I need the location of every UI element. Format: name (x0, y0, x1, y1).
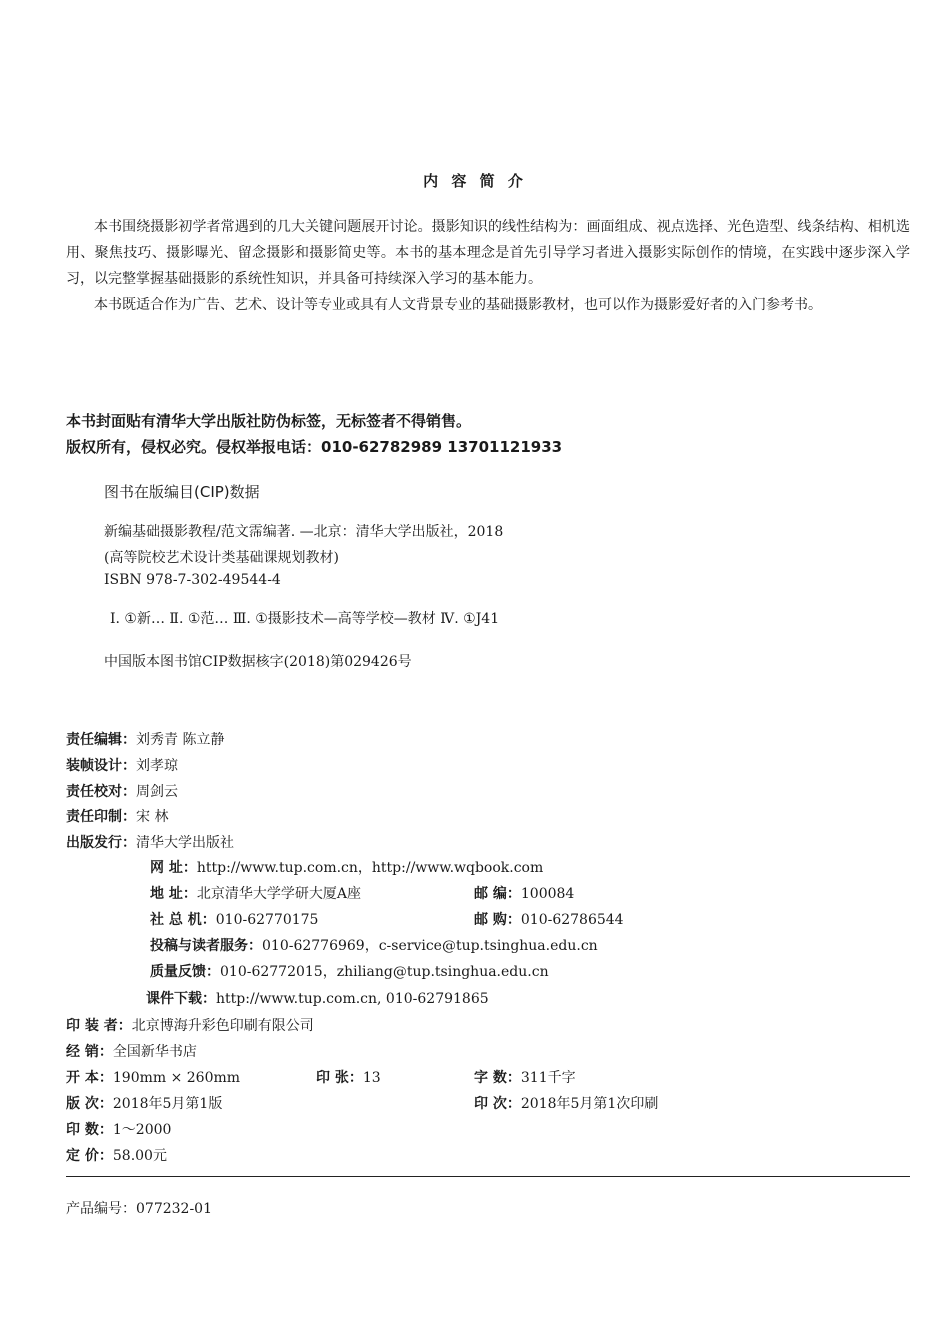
credit-print-label: 责任印制： (66, 809, 136, 825)
cip-classification: Ⅰ. ①新… Ⅱ. ①范… Ⅲ. ①摄影技术—高等学校—教材 Ⅳ. ①J41 (110, 611, 500, 627)
credit-quality (150, 961, 549, 981)
credit-quality-value: 010-62772015，zhiliang@tup.tsinghua.edu.cn (220, 964, 549, 980)
credit-download-label: 课件下载： (146, 991, 216, 1007)
credit-mail-order (474, 909, 624, 929)
summary-paragraph-1: 本书围绕摄影初学者常遇到的几大关键问题展开讨论。摄影知识的线性结构为：画面组成、视点选择、光色造型、线条结构、相机选用、聚焦技巧、摄影曝光、留念摄影和摄影简史等。本书的基本理念是首先引导学习者进入摄影实际创作的情境，在实践中逐步深入学习，以完整掌握基础摄影的系统性知识，并具备可持续深入学习的基本能力。 (66, 219, 910, 287)
credit-zip (474, 883, 574, 903)
copyright-notice: 版权所有，侵权必究。侵权举报电话：010-62782989 13701121933 (66, 438, 563, 456)
credit-editor-label: 责任编辑： (66, 732, 136, 748)
credit-impression-value: 2018年5月第1次印刷 (520, 1096, 659, 1112)
summary-title: 内 容 简 介 (423, 172, 527, 190)
credit-price-label: 定 价： (66, 1148, 113, 1164)
credit-printer (66, 1015, 314, 1035)
credit-switchboard (150, 909, 318, 929)
credit-sheets-value: 13 (362, 1070, 381, 1086)
credit-words-value: 311千字 (520, 1070, 576, 1086)
cip-record-number: 中国版本图书馆CIP数据核字(2018)第029426号 (104, 654, 412, 670)
credit-proof-label: 责任校对： (66, 784, 136, 800)
credit-distributor (66, 1041, 197, 1061)
credit-download (146, 988, 489, 1008)
credit-proof-value: 周剑云 (136, 784, 178, 800)
credit-print (66, 806, 168, 826)
credit-edition-value: 2018年5月第1版 (112, 1096, 223, 1112)
credit-impression-label: 印 次： (474, 1096, 521, 1112)
credit-copies-value: 1～2000 (112, 1122, 172, 1138)
credit-submission-label: 投稿与读者服务： (150, 938, 262, 954)
credit-web (150, 857, 543, 877)
cip-series-line: (高等院校艺术设计类基础课规划教材) (104, 550, 339, 566)
credit-zip-value: 100084 (520, 886, 575, 902)
credit-sheets (316, 1067, 381, 1087)
credit-design-label: 装帧设计： (66, 758, 136, 774)
credit-zip-label: 邮 编： (474, 886, 521, 902)
credit-address-label: 地 址： (150, 886, 197, 902)
credit-copies-label: 印 数： (66, 1122, 113, 1138)
credit-submission (150, 935, 598, 955)
credit-words-label: 字 数： (474, 1070, 521, 1086)
credit-price (66, 1145, 167, 1165)
credit-printer-value: 北京博海升彩色印刷有限公司 (131, 1018, 314, 1034)
credit-copies (66, 1119, 171, 1139)
credit-mail-order-label: 邮 购： (474, 912, 521, 928)
credit-quality-label: 质量反馈： (150, 964, 220, 980)
credit-proof (66, 781, 178, 801)
cip-title-line: 新编基础摄影教程/范文霈编著. —北京：清华大学出版社，2018 (104, 524, 504, 540)
credit-price-value: 58.00元 (112, 1148, 167, 1164)
credit-format-value: 190mm × 260mm (112, 1070, 241, 1086)
credit-mail-order-value: 010-62786544 (520, 912, 624, 928)
credit-edition-label: 版 次： (66, 1096, 113, 1112)
credit-format-label: 开 本： (66, 1070, 113, 1086)
divider-rule (66, 1176, 910, 1177)
credit-switchboard-value: 010-62770175 (215, 912, 319, 928)
credit-edition (66, 1093, 222, 1113)
credit-print-value: 宋 林 (136, 809, 169, 825)
credit-web-label: 网 址： (150, 860, 197, 876)
credit-impression (474, 1093, 658, 1113)
credit-editor-value: 刘秀青 陈立静 (136, 732, 225, 748)
summary-paragraph-2: 本书既适合作为广告、艺术、设计等专业或具有人文背景专业的基础摄影教材，也可以作为摄影爱好者的入门参考书。 (94, 297, 822, 313)
credit-submission-value: 010-62776969，c-service@tup.tsinghua.edu.cn (262, 938, 598, 954)
credit-format (66, 1067, 240, 1087)
credit-words (474, 1067, 576, 1087)
credit-design-value: 刘孝琼 (136, 758, 178, 774)
credit-distributor-value: 全国新华书店 (112, 1044, 197, 1060)
credit-printer-label: 印 装 者： (66, 1018, 132, 1034)
credit-download-value: http://www.tup.com.cn, 010-62791865 (216, 991, 489, 1007)
credit-design (66, 755, 178, 775)
credit-distributor-label: 经 销： (66, 1044, 113, 1060)
product-code: 产品编号：077232-01 (66, 1201, 212, 1217)
anti-counterfeit-notice: 本书封面贴有清华大学出版社防伪标签，无标签者不得销售。 (66, 412, 472, 430)
credit-sheets-label: 印 张： (316, 1070, 363, 1086)
credit-publisher-value: 清华大学出版社 (136, 835, 234, 851)
cip-heading: 图书在版编目(CIP)数据 (104, 483, 260, 501)
credit-web-value: http://www.tup.com.cn，http://www.wqbook.com (196, 860, 544, 876)
credit-publisher (66, 832, 234, 852)
credit-address (150, 883, 361, 903)
cip-isbn: ISBN 978-7-302-49544-4 (104, 572, 281, 588)
credit-publisher-label: 出版发行： (66, 835, 136, 851)
credit-address-value: 北京清华大学学研大厦A座 (196, 886, 361, 902)
credit-editor (66, 729, 224, 749)
credit-switchboard-label: 社 总 机： (150, 912, 216, 928)
